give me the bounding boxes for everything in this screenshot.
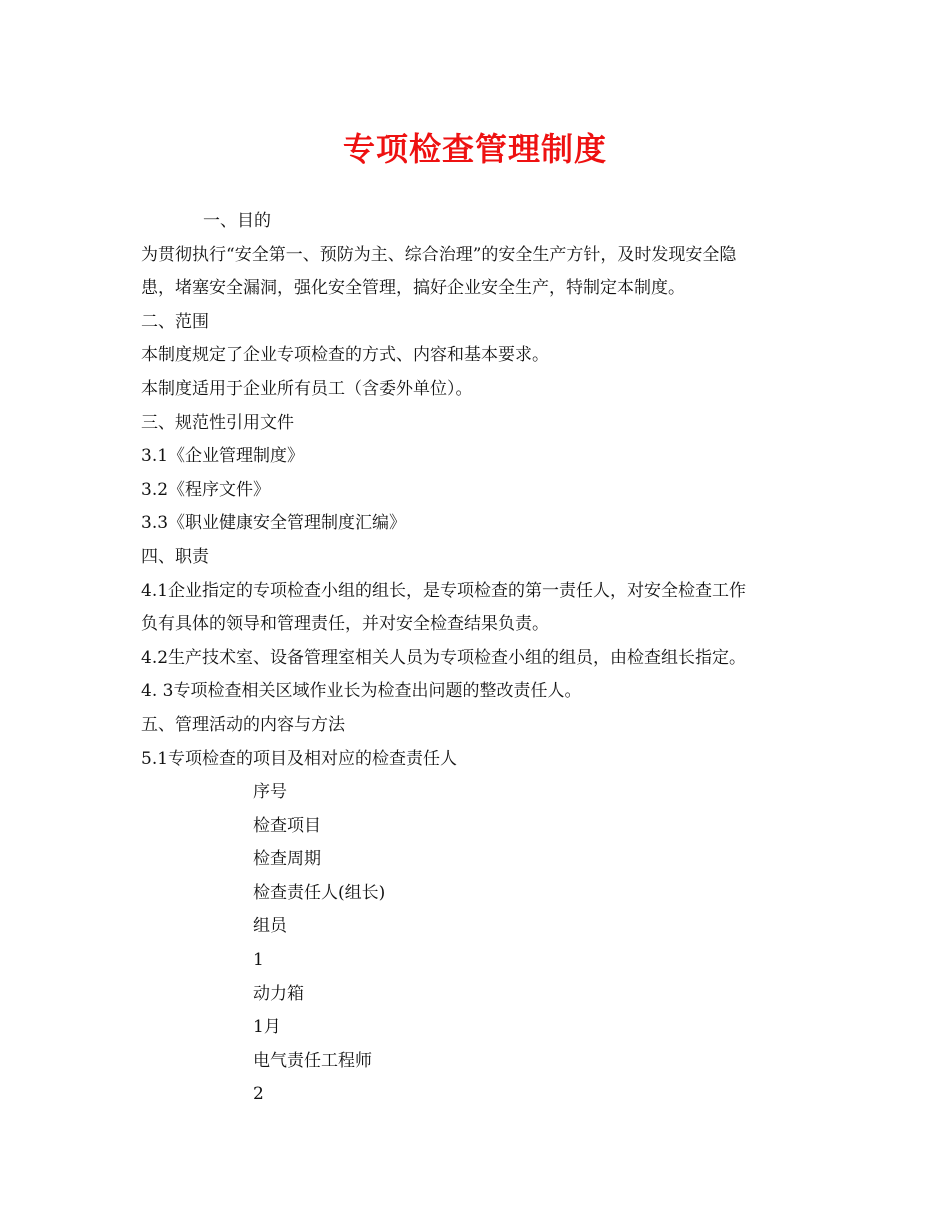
document-body — [141, 205, 821, 1112]
text-line: 为贯彻执行“安全第一、预防为主、综合治理”的安全生产方针，及时发现安全隐 — [141, 244, 737, 265]
text-line: 4.1企业指定的专项检查小组的组长，是专项检查的第一责任人，对安全检查工作 — [141, 580, 747, 601]
table-cell: 2 — [253, 1084, 264, 1105]
table-cell: 检查责任人(组长) — [253, 882, 386, 903]
table-cell: 1月 — [253, 1017, 281, 1038]
text-line: 3.3《职业健康安全管理制度汇编》 — [141, 513, 407, 534]
text-line: 4. 3专项检查相关区域作业长为检查出问题的整改责任人。 — [141, 681, 582, 702]
table-cell: 1 — [253, 950, 264, 971]
table-cell: 检查周期 — [253, 849, 321, 870]
table-cell: 电气责任工程师 — [253, 1050, 372, 1071]
text-line: 本制度规定了企业专项检查的方式、内容和基本要求。 — [141, 345, 549, 366]
table-cell: 组员 — [253, 916, 287, 937]
text-line: 3.1《企业管理制度》 — [141, 446, 305, 467]
text-line: 负有具体的领导和管理责任，并对安全检查结果负责。 — [141, 614, 549, 635]
text-line: 4.2生产技术室、设备管理室相关人员为专项检查小组的组员，由检查组长指定。 — [141, 647, 747, 668]
text-line: 一、目的 — [203, 211, 271, 231]
section-heading: 三、规范性引用文件 — [141, 412, 294, 433]
text-line: 5.1专项检查的项目及相对应的检查责任人 — [141, 748, 458, 769]
section-heading: 四、职责 — [141, 546, 209, 567]
document-title: 专项检查管理制度 — [342, 130, 607, 168]
table-cell: 序号 — [253, 782, 287, 803]
text-line: 3.2《程序文件》 — [141, 479, 271, 500]
table-cell: 动力箱 — [253, 983, 304, 1004]
section-heading: 二、范围 — [141, 311, 209, 332]
table-cell: 检查项目 — [253, 815, 321, 836]
text-line: 本制度适用于企业所有员工（含委外单位）。 — [141, 378, 473, 399]
text-line: 患，堵塞安全漏洞，强化安全管理，搞好企业安全生产，特制定本制度。 — [141, 278, 685, 299]
section-heading: 五、管理活动的内容与方法 — [141, 714, 345, 735]
